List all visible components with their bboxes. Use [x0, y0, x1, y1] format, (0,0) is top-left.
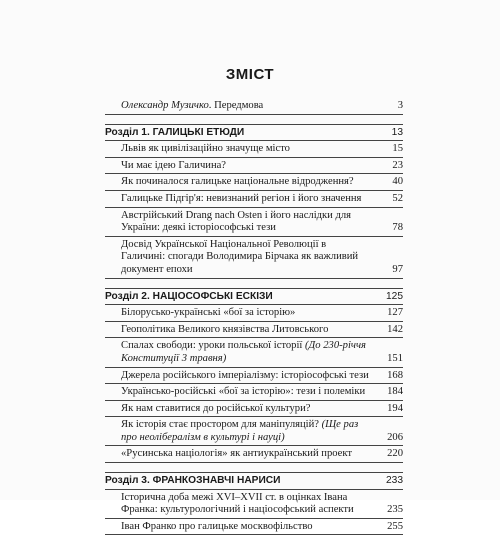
- entry-title: Джерела російського імперіалізму: історіософські тези: [121, 369, 369, 381]
- section-name: ФРАНКОЗНАВЧІ НАРИСИ: [149, 475, 281, 487]
- table-of-contents: [105, 98, 403, 535]
- page-number: 206: [387, 431, 403, 443]
- toc-section-1: [105, 125, 403, 142]
- entry-title: Українсько-російські «бої за історію»: тези і полеміки: [121, 386, 366, 398]
- page-number: 233: [386, 475, 403, 487]
- section-gap: [105, 115, 403, 125]
- section-name: НАЦІОСОФСЬКІ ЕСКІЗИ: [149, 290, 273, 302]
- entry-title: Історична доба межі XVI–XVII ст. в оцінках Івана Франка: культурологічний і націософський аспекти: [121, 491, 354, 516]
- entry-title: Львів як цивілізаційно значуще місто: [121, 143, 290, 155]
- toc-entry: [105, 158, 403, 175]
- section-label: Розділ 3.: [105, 475, 150, 487]
- toc-entry: [105, 174, 403, 191]
- section-name: ГАЛИЦЬКІ ЕТЮДИ: [149, 126, 245, 138]
- entry-title: Спалах свободи: уроки польської історії: [121, 340, 306, 352]
- page-number: 125: [386, 290, 403, 302]
- page-number: 142: [387, 323, 403, 335]
- page-number: 13: [391, 126, 403, 138]
- toc-entry: [105, 519, 403, 535]
- page-number: 168: [387, 369, 403, 381]
- page-number: 151: [387, 352, 403, 364]
- toc-section-2: [105, 289, 403, 306]
- page-title: ЗМІСТ: [225, 66, 275, 83]
- entry-title: Як нам ставитися до російської культури?: [121, 402, 311, 414]
- toc-entry: [105, 191, 403, 208]
- page-number: 23: [392, 159, 403, 171]
- toc-entry: [105, 446, 403, 463]
- entry-title: Як історія стає простором для маніпуляцій?: [121, 419, 322, 431]
- toc-entry: [105, 417, 403, 446]
- entry-title: Геополітика Великого князівства Литовського: [121, 323, 329, 335]
- entry-title: Чи має ідею Галичина?: [121, 159, 227, 171]
- entry-title: Галицьке Підгір'я: невизнаний регіон і його значення: [121, 192, 362, 204]
- toc-entry: [105, 322, 403, 339]
- toc-entry: [105, 490, 403, 519]
- entry-title: Як починалося галицьке національне відродження?: [121, 176, 354, 188]
- entry-title: Іван Франко про галицьке москвофільство: [121, 520, 313, 532]
- toc-entry: [105, 401, 403, 418]
- entry-subtitle: (До 230-річчя Конституції 3 травня): [121, 340, 366, 364]
- section-label: Розділ 2.: [105, 290, 150, 302]
- preface-author: Олександр Музичко: [121, 100, 209, 111]
- toc-entry: [105, 368, 403, 385]
- page-number: 78: [392, 222, 403, 234]
- page-number: 194: [387, 402, 403, 414]
- toc-entry: [105, 384, 403, 401]
- page-number: 127: [387, 307, 403, 319]
- page-number: 184: [387, 386, 403, 398]
- preface-text: . Передмова: [208, 100, 264, 111]
- entry-title: Білорусько-українські «бої за історію»: [121, 307, 296, 319]
- toc-entry: [105, 141, 403, 158]
- page-number: 235: [387, 504, 403, 516]
- section-gap: [105, 279, 403, 289]
- toc-entry: [105, 305, 403, 322]
- toc-entry: [105, 237, 403, 279]
- toc-entry-preface: [105, 98, 403, 115]
- toc-section-3: [105, 473, 403, 490]
- entry-title: Досвід Української Національної Революції в Галичині: спогади Володимира Бірчака як важливий документ епохи: [121, 238, 359, 275]
- page-number: 15: [392, 143, 403, 155]
- toc-entry: [105, 208, 403, 237]
- section-gap: [105, 463, 403, 473]
- page-number: 97: [392, 263, 403, 275]
- entry-subtitle: (Ще раз про неолібералізм в культурі і науці): [121, 419, 359, 443]
- page-number: 3: [397, 100, 403, 111]
- section-label: Розділ 1.: [105, 126, 150, 138]
- page-number: 255: [387, 520, 403, 532]
- entry-title: Австрійський Drang nach Osten і його наслідки для України: деякі історіософські тези: [121, 209, 352, 234]
- entry-title: «Русинська націологія» як антиукраїнський проект: [121, 448, 353, 460]
- page-number: 220: [387, 448, 403, 460]
- page-number: 52: [392, 192, 403, 204]
- page-number: 40: [392, 176, 403, 188]
- toc-entry: [105, 338, 403, 367]
